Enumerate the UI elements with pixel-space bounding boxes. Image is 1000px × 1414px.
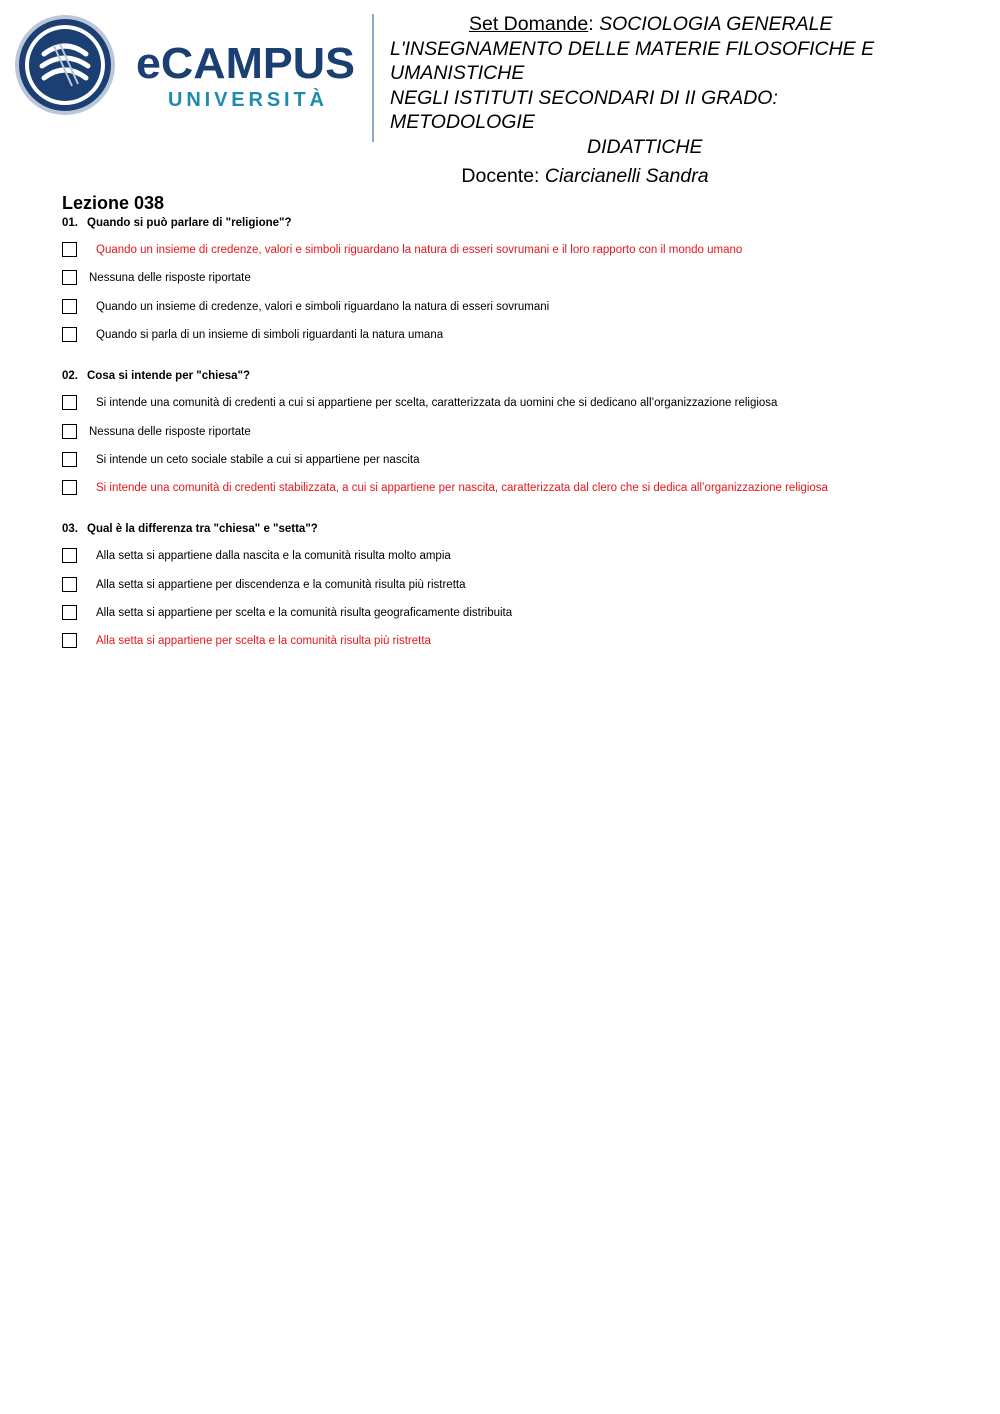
answer-text: Si intende una comunità di credenti a cui si appartiene per scelta, caratterizzata da uomini che si dedicano all’organizzazione religiosa [96, 397, 778, 409]
answer-text: Alla setta si appartiene per scelta e la comunità risulta più ristretta [96, 635, 431, 647]
set-domande-line [390, 12, 990, 37]
docente-name: Ciarcianelli Sandra [544, 165, 709, 187]
logo-wordmark-text: eCAMPUS [136, 39, 355, 88]
ecampus-logo [14, 14, 359, 116]
answer-text: Alla setta si appartiene per scelta e la comunità risulta geograficamente distribuita [96, 607, 513, 619]
docente-line [0, 164, 1000, 188]
course-line-4: NEGLI ISTITUTI SECONDARI DI II GRADO: [390, 86, 778, 109]
question-text: Quando si può parlare di "religione"? [87, 217, 292, 229]
question-number: 02. [62, 370, 78, 382]
docente-label: Docente: [461, 165, 545, 187]
answer-text: Si intende una comunità di credenti stabilizzata, a cui si appartiene per nascita, caratterizzata dal clero che si dedica all’organizzazione religiosa [96, 482, 828, 494]
answer-checkbox[interactable] [62, 299, 77, 314]
course-line-5: METODOLOGIE [390, 111, 535, 133]
course-line-1: SOCIOLOGIA GENERALE [599, 13, 833, 35]
answer-text: Alla setta si appartiene dalla nascita e la comunità risulta molto ampia [96, 550, 451, 562]
answer-text: Quando si parla di un insieme di simboli riguardanti la natura umana [96, 329, 444, 341]
lesson-title: Lezione 038 [62, 193, 165, 213]
answer-checkbox[interactable] [62, 242, 77, 257]
course-line-2: L'INSEGNAMENTO DELLE MATERIE FILOSOFICHE E [390, 37, 875, 60]
question-3 [62, 521, 318, 537]
course-header [390, 12, 990, 159]
question-text: Cosa si intende per "chiesa"? [87, 370, 251, 382]
question-2 [62, 368, 250, 384]
answer-checkbox[interactable] [62, 633, 77, 648]
question-text: Qual è la differenza tra "chiesa" e "setta"? [87, 523, 318, 535]
set-separator: : [588, 13, 600, 35]
header-divider [372, 14, 374, 142]
answer-checkbox[interactable] [62, 424, 77, 439]
question-number: 01. [62, 217, 78, 229]
answer-checkbox[interactable] [62, 605, 77, 620]
answer-text: Quando un insieme di credenze, valori e simboli riguardano la natura di esseri sovrumani [96, 301, 550, 313]
answer-checkbox[interactable] [62, 548, 77, 563]
course-line-6: DIDATTICHE [587, 135, 703, 158]
set-label: Set Domande [469, 13, 589, 35]
answer-checkbox[interactable] [62, 480, 77, 495]
question-number: 03. [62, 523, 78, 535]
answer-checkbox[interactable] [62, 577, 77, 592]
answer-text: Alla setta si appartiene per discendenza e la comunità risulta più ristretta [96, 579, 466, 591]
course-line-3: UMANISTICHE [390, 62, 525, 84]
ecampus-wordmark [134, 34, 359, 112]
answer-text: Nessuna delle risposte riportate [89, 272, 251, 284]
answer-checkbox[interactable] [62, 270, 77, 285]
question-1 [62, 215, 292, 231]
answer-text: Quando un insieme di credenze, valori e simboli riguardano la natura di esseri sovrumani e il loro rapporto con il mondo umano [96, 244, 743, 256]
answer-text: Si intende un ceto sociale stabile a cui si appartiene per nascita [96, 454, 420, 466]
university-seal-icon [14, 14, 116, 116]
logo-subtitle-text: UNIVERSITÀ [168, 89, 324, 111]
answer-checkbox[interactable] [62, 395, 77, 410]
answer-checkbox[interactable] [62, 452, 77, 467]
answer-checkbox[interactable] [62, 327, 77, 342]
answer-text: Nessuna delle risposte riportate [89, 426, 251, 438]
